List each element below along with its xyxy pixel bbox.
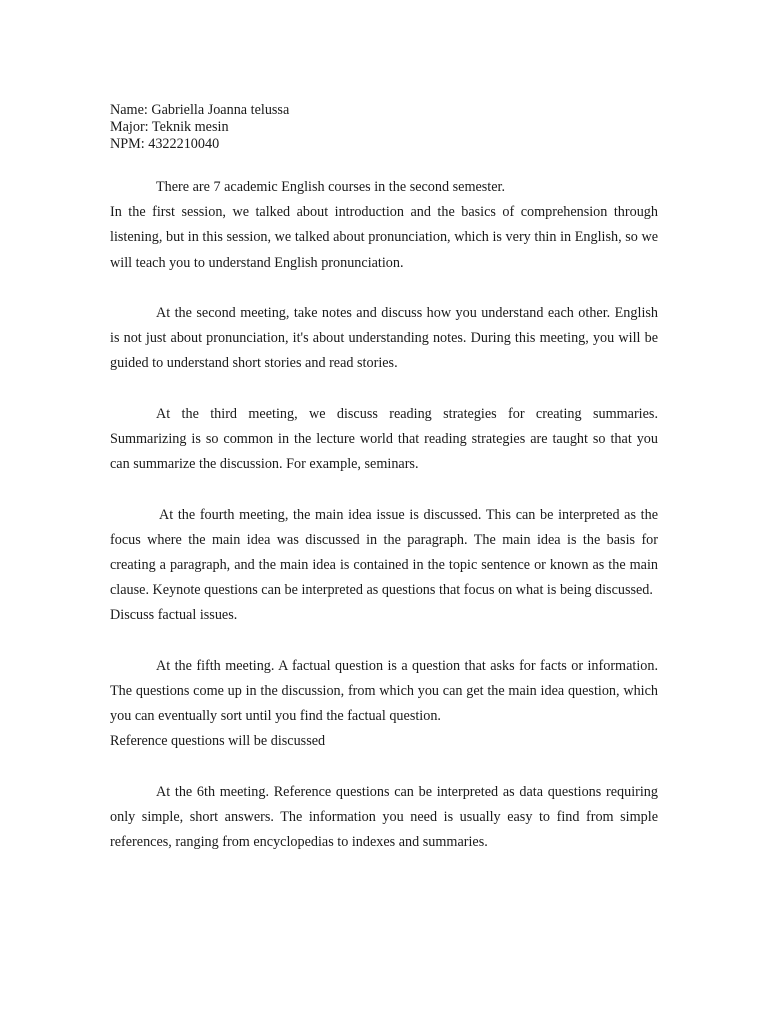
student-name: Name: Gabriella Joanna telussa <box>110 102 290 118</box>
paragraph-fifth-meeting: At the fifth meeting. A factual question is a question that asks for facts or information. The questions come up in the discussion, from which you can get the main idea question, which you can eventually sort until you find the factual question. <box>110 657 658 725</box>
paragraph-fourth-meeting: At the fourth meeting, the main idea issue is discussed. This can be interpreted as the focus where the main idea was discussed in the paragraph. The main idea is the basis for creating a paragraph, and the main idea is contained in the topic sentence or known as the main clause. Keynote questions can be interpreted as questions that focus on what is being discussed. <box>110 506 658 599</box>
paragraph-first-session: In the first session, we talked about introduction and the basics of comprehension through listening, but in this session, we talked about pronunciation, which is very thin in English, so we will teach you to understand English pronunciation. <box>110 204 658 271</box>
fourth-meeting-followup: Discuss factual issues. <box>110 607 238 624</box>
paragraph-sixth-meeting: At the 6th meeting. Reference questions can be interpreted as data questions requiring only simple, short answers. The information you need is usually easy to find from simple references, ranging from encyclopedias to indexes and summaries. <box>110 783 658 851</box>
document-body <box>110 175 658 855</box>
paragraph-third-meeting: At the third meeting, we discuss reading strategies for creating summaries. Summarizing is so common in the lecture world that reading strategies are taught so that you can summarize the discussion. For example, seminars. <box>110 405 658 473</box>
student-npm: NPM: 4322210040 <box>110 136 220 152</box>
paragraph-second-meeting: At the second meeting, take notes and discuss how you understand each other. English is not just about pronunciation, it's about understanding notes. During this meeting, you will be guided to understand short stories and read stories. <box>110 305 658 372</box>
paragraph-spacer <box>110 276 658 301</box>
intro-sentence: There are 7 academic English courses in the second semester. <box>156 179 506 195</box>
paragraph-spacer <box>110 377 658 402</box>
paragraph-spacer <box>110 755 658 780</box>
paragraph-spacer <box>110 477 658 502</box>
student-info-header <box>110 102 289 153</box>
student-major: Major: Teknik mesin <box>110 119 229 135</box>
paragraph-spacer <box>110 629 658 654</box>
fifth-meeting-followup: Reference questions will be discussed <box>110 733 326 750</box>
